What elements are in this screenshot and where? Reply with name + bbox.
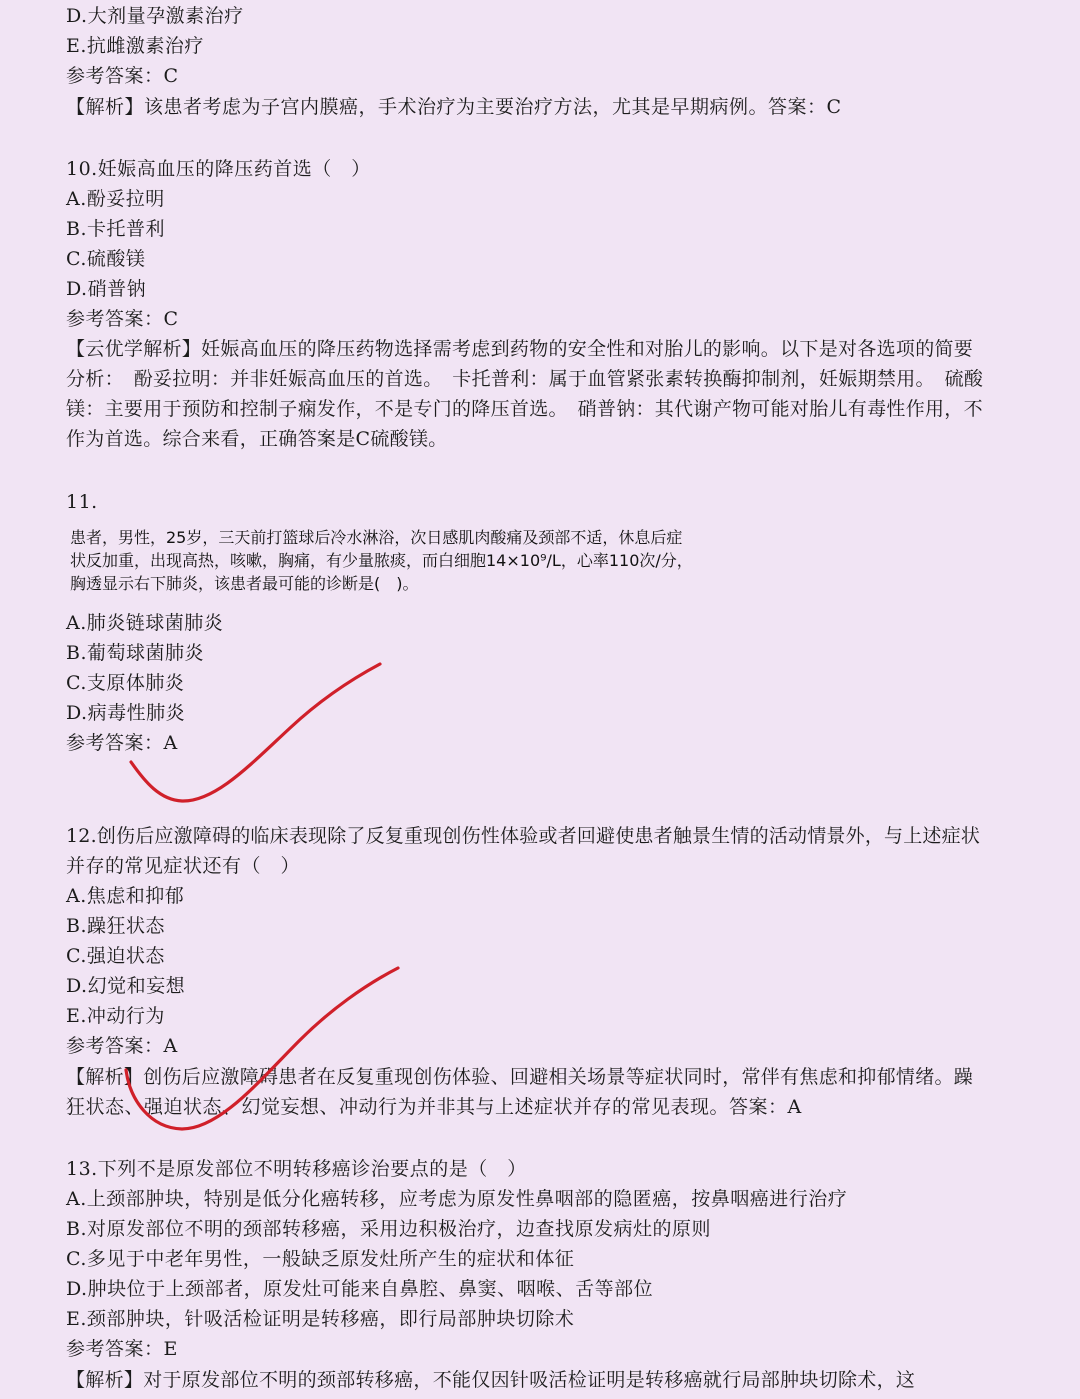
q9-option-e: E.抗雌激素治疗 xyxy=(66,35,204,57)
q12-option-a: A.焦虑和抑郁 xyxy=(66,885,185,907)
q11-option-d: D.病毒性肺炎 xyxy=(66,702,186,724)
q10-answer: 参考答案：C xyxy=(66,308,179,330)
q13-option-b: B.对原发部位不明的颈部转移癌，采用边积极治疗，边查找原发病灶的原则 xyxy=(66,1218,712,1240)
q11-stem-line: 患者，男性，25岁，三天前打篮球后冷水淋浴，次日感肌肉酸痛及颈部不适，休息后症 xyxy=(70,528,683,547)
q13-answer: 参考答案：E xyxy=(66,1338,178,1360)
q11-stem-line: 状反加重，出现高热，咳嗽，胸痛，有少量脓痰，而白细胞14×10⁹/L，心率110次/分， xyxy=(70,551,693,570)
q11-option-b: B.葡萄球菌肺炎 xyxy=(66,642,205,664)
q10-analysis-line: 镁：主要用于预防和控制子痫发作，不是专门的降压首选。 硝普钠：其代谢产物可能对胎儿有毒性作用，不 xyxy=(66,398,983,420)
q13-option-e: E.颈部肿块，针吸活检证明是转移癌，即行局部肿块切除术 xyxy=(66,1308,575,1330)
q10-option-d: D.硝普钠 xyxy=(66,278,147,300)
q12-option-d: D.幻觉和妄想 xyxy=(66,975,186,997)
q10-analysis-line: 作为首选。综合来看，正确答案是C硫酸镁。 xyxy=(66,428,448,450)
q13-title: 13.下列不是原发部位不明转移癌诊治要点的是（ ） xyxy=(66,1158,527,1180)
q12-option-e: E.冲动行为 xyxy=(66,1005,165,1027)
q10-option-a: A.酚妥拉明 xyxy=(66,188,165,210)
q12-option-b: B.躁狂状态 xyxy=(66,915,166,937)
q13-option-d: D.肿块位于上颈部者，原发灶可能来自鼻腔、鼻窦、咽喉、舌等部位 xyxy=(66,1278,654,1300)
q11-option-a: A.肺炎链球菌肺炎 xyxy=(66,612,224,634)
q12-title-line: 12.创伤后应激障碍的临床表现除了反复重现创伤性体验或者回避使患者触景生情的活动情景外，与上述症状 xyxy=(66,825,981,847)
q11-number: 11. xyxy=(66,491,98,513)
q10-option-b: B.卡托普利 xyxy=(66,218,166,240)
q12-analysis-line: 【解析】创伤后应激障碍患者在反复重现创伤体验、回避相关场景等症状同时，常伴有焦虑和抑郁情绪。躁 xyxy=(66,1066,974,1088)
q10-analysis-line: 分析： 酚妥拉明：并非妊娠高血压的首选。 卡托普利：属于血管紧张素转换酶抑制剂，妊娠期禁用。 硫酸 xyxy=(66,368,984,390)
q12-answer: 参考答案：A xyxy=(66,1035,178,1057)
q13-analysis: 【解析】对于原发部位不明的颈部转移癌，不能仅因针吸活检证明是转移癌就行局部肿块切除术，这 xyxy=(66,1369,916,1391)
q9-analysis: 【解析】该患者考虑为子宫内膜癌，手术治疗为主要治疗方法，尤其是早期病例。答案：C xyxy=(66,96,842,118)
q9-answer: 参考答案：C xyxy=(66,65,179,87)
q11-option-c: C.支原体肺炎 xyxy=(66,672,185,694)
q11-answer: 参考答案：A xyxy=(66,732,178,754)
q9-option-d: D.大剂量孕激素治疗 xyxy=(66,5,244,27)
q12-title-line: 并存的常见症状还有（ ） xyxy=(66,855,301,877)
q13-option-a: A.上颈部肿块，特别是低分化癌转移，应考虑为原发性鼻咽部的隐匿癌，按鼻咽癌进行治疗 xyxy=(66,1188,848,1210)
q11-stem-line: 胸透显示右下肺炎，该患者最可能的诊断是( )。 xyxy=(70,574,419,593)
q13-option-c: C.多见于中老年男性，一般缺乏原发灶所产生的症状和体征 xyxy=(66,1248,575,1270)
q12-analysis-line: 狂状态、强迫状态、幻觉妄想、冲动行为并非其与上述症状并存的常见表现。答案：A xyxy=(66,1096,802,1118)
q10-option-c: C.硫酸镁 xyxy=(66,248,146,270)
q10-title: 10.妊娠高血压的降压药首选（ ） xyxy=(66,158,371,180)
q10-analysis-line: 【云优学解析】妊娠高血压的降压药物选择需考虑到药物的安全性和对胎儿的影响。以下是对各选项的简要 xyxy=(66,338,974,360)
q12-option-c: C.强迫状态 xyxy=(66,945,165,967)
